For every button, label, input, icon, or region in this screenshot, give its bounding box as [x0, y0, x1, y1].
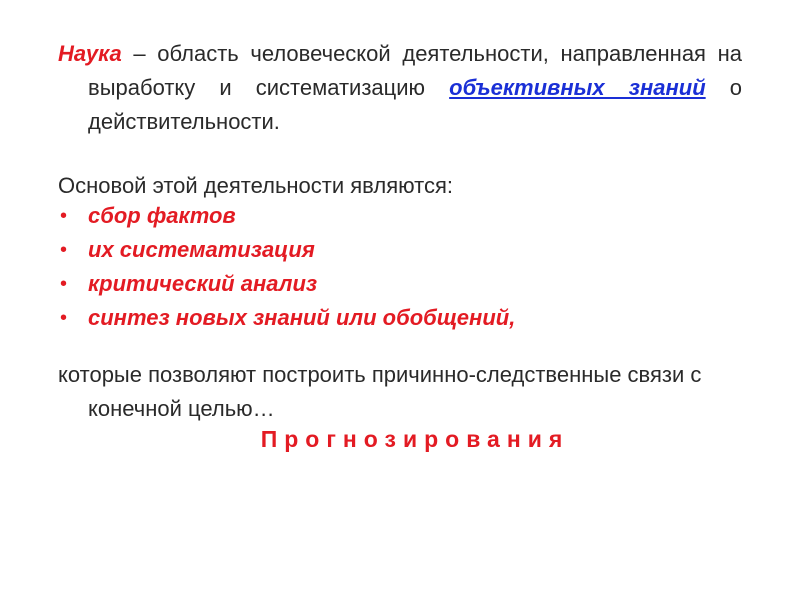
- list-item: [58, 267, 742, 301]
- list-item: [58, 233, 742, 267]
- list-item-text: сбор фактов: [88, 203, 236, 228]
- list-item: [58, 199, 742, 233]
- list-item: [58, 301, 742, 335]
- basis-list: [58, 199, 742, 335]
- basis-intro: Основой этой деятельности являются:: [58, 173, 453, 198]
- objective-knowledge-link[interactable]: объективных знаний: [449, 75, 706, 100]
- list-item-text: синтез новых знаний или обобщений,: [88, 305, 516, 330]
- definition-paragraph: [58, 37, 742, 139]
- bullet-icon: •: [60, 205, 68, 227]
- definition-text-before-link: – область человеческой деятельности, направленная на выработку и систематизацию: [88, 41, 742, 100]
- bullet-icon: •: [60, 273, 68, 295]
- forecasting-heading: Прогнозирования: [260, 426, 570, 452]
- definition-term: Наука: [58, 41, 122, 66]
- conclusion-paragraph: которые позволяют построить причинно-следственные связи с конечной целью…: [58, 362, 702, 421]
- bullet-icon: •: [60, 239, 68, 261]
- definition-text-after-link: о действительности.: [88, 75, 742, 134]
- bullet-icon: •: [60, 307, 68, 329]
- list-item-text: их систематизация: [88, 237, 315, 262]
- list-item-text: критический анализ: [88, 271, 318, 296]
